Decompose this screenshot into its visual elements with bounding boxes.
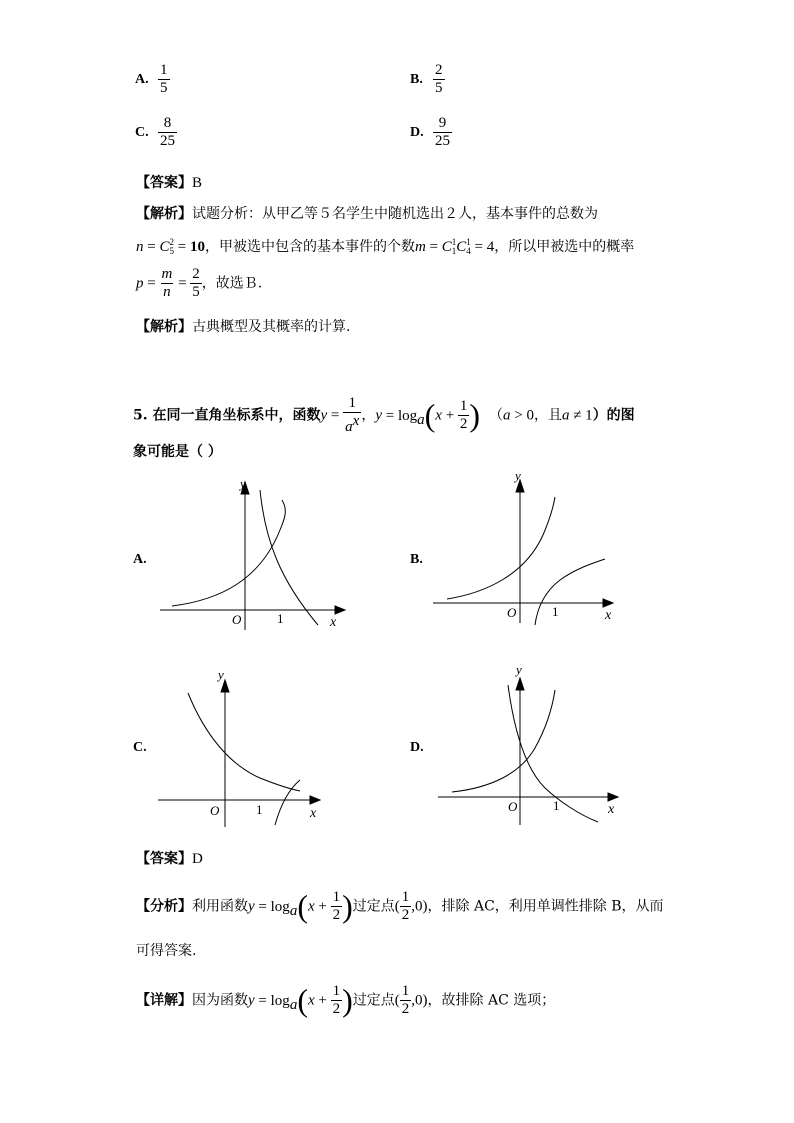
option-a-label: A.	[135, 72, 149, 87]
option-d-value: $\frac{9}{25}$	[435, 115, 450, 149]
graph-c-one: 1	[256, 802, 263, 817]
graph-b-origin: O	[507, 605, 517, 620]
graph-b-x-label: x	[605, 608, 612, 623]
graph-d-x-label: x	[608, 802, 615, 817]
graph-a	[150, 470, 360, 640]
graph-c-x-arrow	[310, 796, 320, 804]
graph-c	[150, 665, 360, 835]
graph-d-origin: O	[508, 799, 518, 814]
graph-option-a-label: A.	[133, 552, 147, 567]
graph-a-curve-log	[260, 490, 318, 625]
graph-a-x-arrow	[335, 606, 345, 614]
graph-option-d-label: D.	[410, 740, 424, 755]
graph-d-one: 1	[553, 798, 560, 813]
q4-topic: 【解析】古典概型及其概率的计算.	[136, 319, 351, 335]
q4-analysis-line1: 【解析】试题分析：从甲乙等５名学生中随机选出２人，基本事件的总数为	[136, 206, 598, 222]
option-a-value: $\frac{1}{5}$	[160, 62, 168, 96]
graph-option-b-label: B.	[410, 552, 423, 567]
graph-d-curve-exp	[452, 690, 555, 792]
q4-analysis-line3: p = $\frac{m}{n}$ = $\frac{2}{5}$ ，故选Ｂ.	[136, 266, 263, 300]
graph-b-one: 1	[552, 604, 559, 619]
option-b-label: B.	[410, 72, 423, 87]
graph-c-y-label: y	[218, 667, 224, 682]
q5-stem-line1: 5. 在同一直角坐标系中，函数y = $\frac{1}{a^x}$ ，$y = \log_a(x$ + $\frac{1}{2}$ ) （a > 0，且a ≠ 1）的图	[133, 395, 635, 435]
graph-a-curve-exp	[172, 500, 285, 606]
q5-xiangjie: 【详解】因为函数$y = \log_a(x$ + $\frac{1}{2}$ )过定点( $\frac{1}{2}$ ,0)，故排除 AC 选项；	[136, 982, 556, 1018]
graph-a-origin: O	[232, 612, 242, 627]
option-b-value: $\frac{2}{5}$	[435, 62, 443, 96]
option-c-value: $\frac{8}{25}$	[160, 115, 175, 149]
graph-a-x-label: x	[330, 615, 337, 630]
graph-b-y-label: y	[515, 468, 521, 483]
graph-c-origin: O	[210, 803, 220, 818]
graph-c-curve-log	[275, 780, 300, 825]
graph-b-x-arrow	[603, 599, 613, 607]
option-d-label: D.	[410, 125, 424, 140]
graph-a-one: 1	[277, 611, 284, 626]
graph-d-x-arrow	[608, 793, 618, 801]
graph-d	[430, 660, 630, 830]
graph-b-curve-exp	[447, 497, 555, 599]
q5-fenxi-line2: 可得答案.	[136, 943, 197, 959]
q5-fenxi-line1: 【分析】利用函数$y = \log_a(x$ + $\frac{1}{2}$ )过定点( $\frac{1}{2}$ ,0)，排除 AC，利用单调性排除 B，从而	[136, 888, 664, 924]
graph-option-c-label: C.	[133, 740, 147, 755]
q5-answer: 【答案】D	[136, 851, 203, 867]
graph-b	[425, 465, 625, 630]
option-c-label: C.	[135, 125, 149, 140]
graph-d-y-label: y	[516, 662, 522, 677]
graph-b-curve-log	[535, 559, 605, 625]
graph-c-curve-exp	[188, 693, 300, 791]
q4-answer: 【答案】B	[136, 175, 203, 191]
graph-d-y-arrow	[516, 678, 524, 690]
graph-a-y-label: y	[240, 476, 246, 491]
graph-c-x-label: x	[310, 806, 317, 821]
q4-analysis-line2: n = C 2 5 = 10，甲被选中包含的基本事件的个数m = C 1 1 C 1 4 = 4，所以甲被选中的概率	[136, 237, 635, 256]
q5-stem-line2: 象可能是（ ）	[133, 444, 222, 460]
